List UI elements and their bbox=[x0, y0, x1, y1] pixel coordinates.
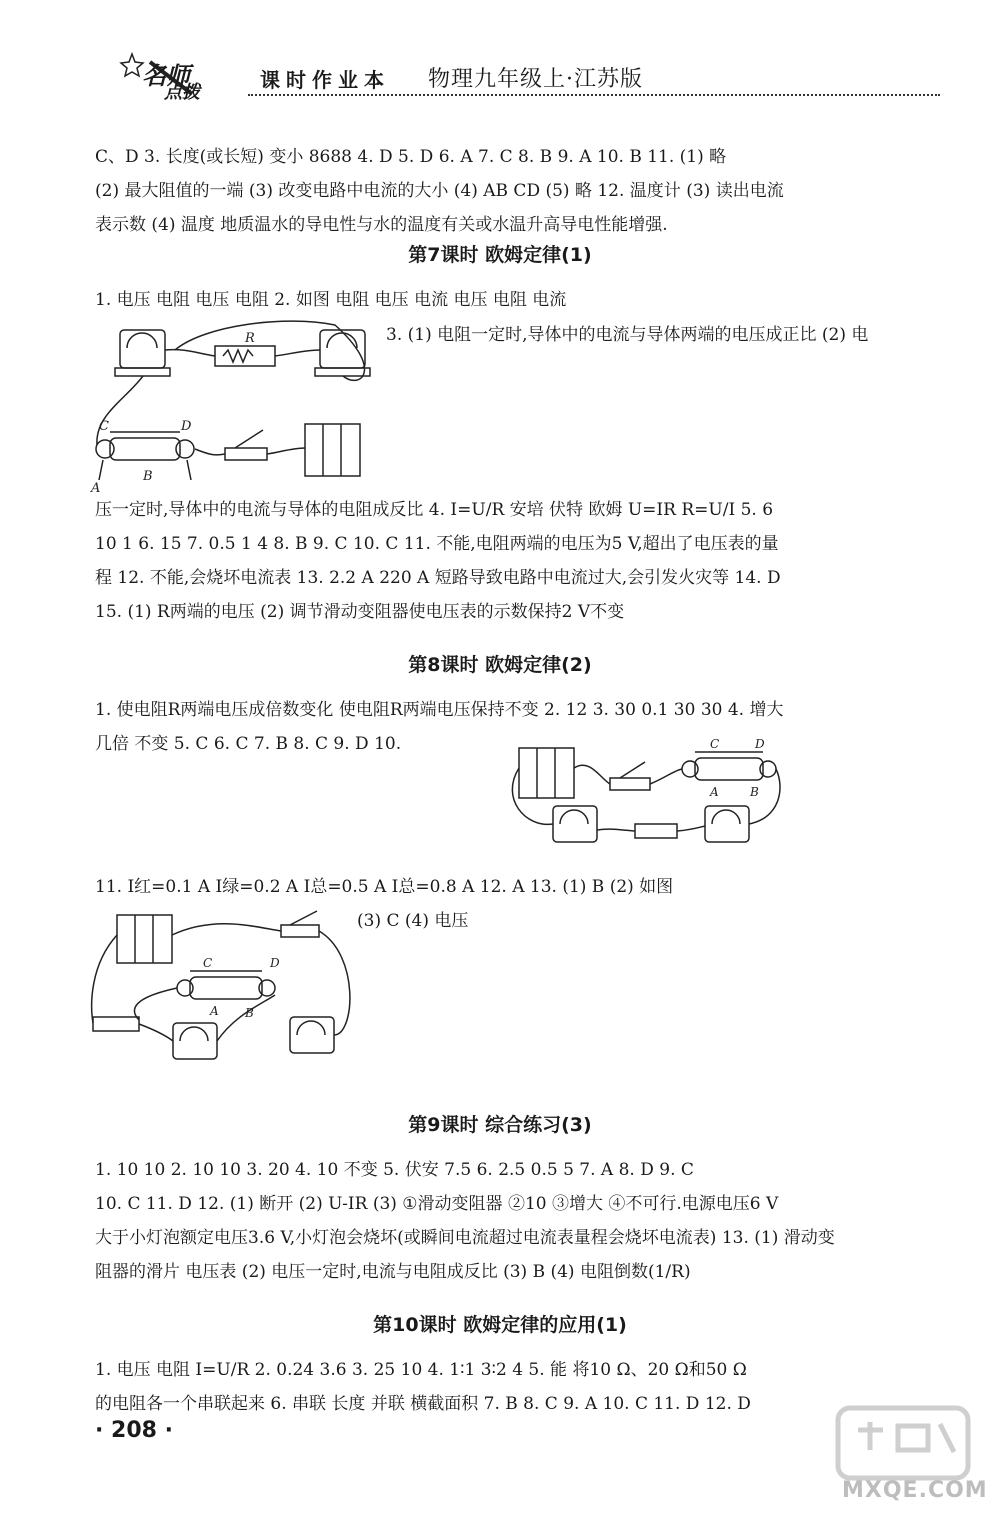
fig-label-c: C bbox=[710, 738, 720, 751]
section-title: 第7课时 欧姆定律(1) bbox=[408, 244, 592, 266]
fig-label-c: C bbox=[203, 956, 213, 970]
answer-line: 压一定时,导体中的电流与导体的电阻成反比 4. I=U/R 安培 伏特 欧姆 U=IR R=U/I 5. 6 bbox=[95, 500, 774, 520]
fig-label-b: B bbox=[143, 469, 153, 484]
fig-label-b: B bbox=[750, 785, 759, 799]
answer-line: (2) 最大阻值的一端 (3) 改变电路中电流的大小 (4) AB CD (5) 略 12. 温度计 (3) 读出电流 bbox=[95, 181, 784, 201]
fig-label-d: D bbox=[755, 738, 765, 751]
subject-title: 物理九年级上·江苏版 bbox=[428, 67, 643, 92]
fig-label-r: R bbox=[245, 331, 255, 346]
answer-line: 1. 电压 电阻 I=U/R 2. 0.24 3.6 3. 25 10 4. 1∶1 3∶2 4 5. 能 将10 Ω、20 Ω和50 Ω bbox=[95, 1360, 747, 1380]
answer-line: 10. C 11. D 12. (1) 断开 (2) U-IR (3) ①滑动变阻器 ②10 ③增大 ④不可行.电源电压6 V bbox=[95, 1194, 779, 1214]
answer-line: 几倍 不变 5. C 6. C 7. B 8. C 9. D 10. bbox=[95, 734, 402, 754]
answer-line: 程 12. 不能,会烧坏电流表 13. 2.2 A 220 A 短路导致电路中电流过大,会引发火灾等 14. D bbox=[95, 568, 781, 588]
fig-label-d: D bbox=[181, 419, 192, 434]
circuit-diagram-10 bbox=[505, 738, 785, 858]
fig-label-a: A bbox=[210, 1004, 219, 1018]
intro-answers bbox=[95, 140, 945, 242]
page-number: · 208 · bbox=[95, 1418, 173, 1443]
circuit-diagram-13 bbox=[85, 905, 360, 1075]
answer-line: C、D 3. 长度(或长短) 变小 8688 4. D 5. D 6. A 7. C 8. B 9. A 10. B 11. (1) 略 bbox=[95, 147, 727, 167]
sec8-side-text: (3) C (4) 电压 bbox=[357, 911, 469, 931]
answer-line: 11. I红=0.1 A I绿=0.2 A I总=0.5 A I总=0.8 A 12. A 13. (1) B (2) 如图 bbox=[95, 877, 674, 897]
watermark-text: MXQE.COM bbox=[842, 1478, 988, 1503]
page-header bbox=[60, 48, 940, 103]
sec10-answers bbox=[95, 1353, 945, 1421]
answer-line: 15. (1) R两端的电压 (2) 调节滑动变阻器使电压表的示数保持2 V不变 bbox=[95, 602, 625, 622]
fig-label-a: A bbox=[91, 481, 101, 496]
answer-line: 的电阻各一个串联起来 6. 串联 长度 并联 横截面积 7. B 8. C 9. A 10. C 11. D 12. D bbox=[95, 1394, 751, 1414]
sec8-line11 bbox=[95, 870, 945, 904]
sec7-answers bbox=[95, 493, 945, 629]
answer-line: 1. 10 10 2. 10 10 3. 20 4. 10 不变 5. 伏安 7.5 6. 2.5 0.5 5 7. A 8. D 9. C bbox=[95, 1160, 694, 1180]
section-title: 第8课时 欧姆定律(2) bbox=[408, 654, 592, 676]
brand-subname: 点拨 bbox=[164, 82, 200, 103]
sec9-answers bbox=[95, 1153, 945, 1289]
fig-label-c: C bbox=[99, 419, 109, 434]
answer-line: 表示数 (4) 温度 地质温水的导电性与水的温度有关或水温升高导电性能增强. bbox=[95, 215, 668, 235]
circuit-diagram-7 bbox=[85, 320, 380, 500]
sec7-line1 bbox=[95, 283, 945, 317]
series-title: 课时作业本 bbox=[260, 68, 390, 92]
answer-line: 1. 使电阻R两端电压成倍数变化 使电阻R两端电压保持不变 2. 12 3. 30 0.1 30 30 4. 增大 bbox=[95, 700, 784, 720]
fig-label-a: A bbox=[710, 785, 719, 799]
answer-line: 阻器的滑片 电压表 (2) 电压一定时,电流与电阻成反比 (3) B (4) 电阻倒数(1/R) bbox=[95, 1262, 691, 1282]
section-title: 第10课时 欧姆定律的应用(1) bbox=[373, 1314, 627, 1336]
answer-line: 大于小灯泡额定电压3.6 V,小灯泡会烧坏(或瞬间电流超过电流表量程会烧坏电流表) 13. (1) 滑动变 bbox=[95, 1228, 835, 1248]
fig-label-d: D bbox=[270, 956, 280, 970]
answer-line: 1. 电压 电阻 电压 电阻 2. 如图 电阻 电压 电流 电压 电阻 电流 bbox=[95, 290, 567, 310]
brand-name: 名师 bbox=[142, 61, 190, 90]
header-divider bbox=[248, 94, 940, 96]
sec7-side-text: 3. (1) 电阻一定时,导体中的电流与导体两端的电压成正比 (2) 电 bbox=[386, 325, 869, 345]
fig-label-b: B bbox=[245, 1006, 254, 1020]
answer-line: 10 1 6. 15 7. 0.5 1 4 8. B 9. C 10. C 11. 不能,电阻两端的电压为5 V,超出了电压表的量 bbox=[95, 534, 779, 554]
section-title: 第9课时 综合练习(3) bbox=[408, 1114, 592, 1136]
